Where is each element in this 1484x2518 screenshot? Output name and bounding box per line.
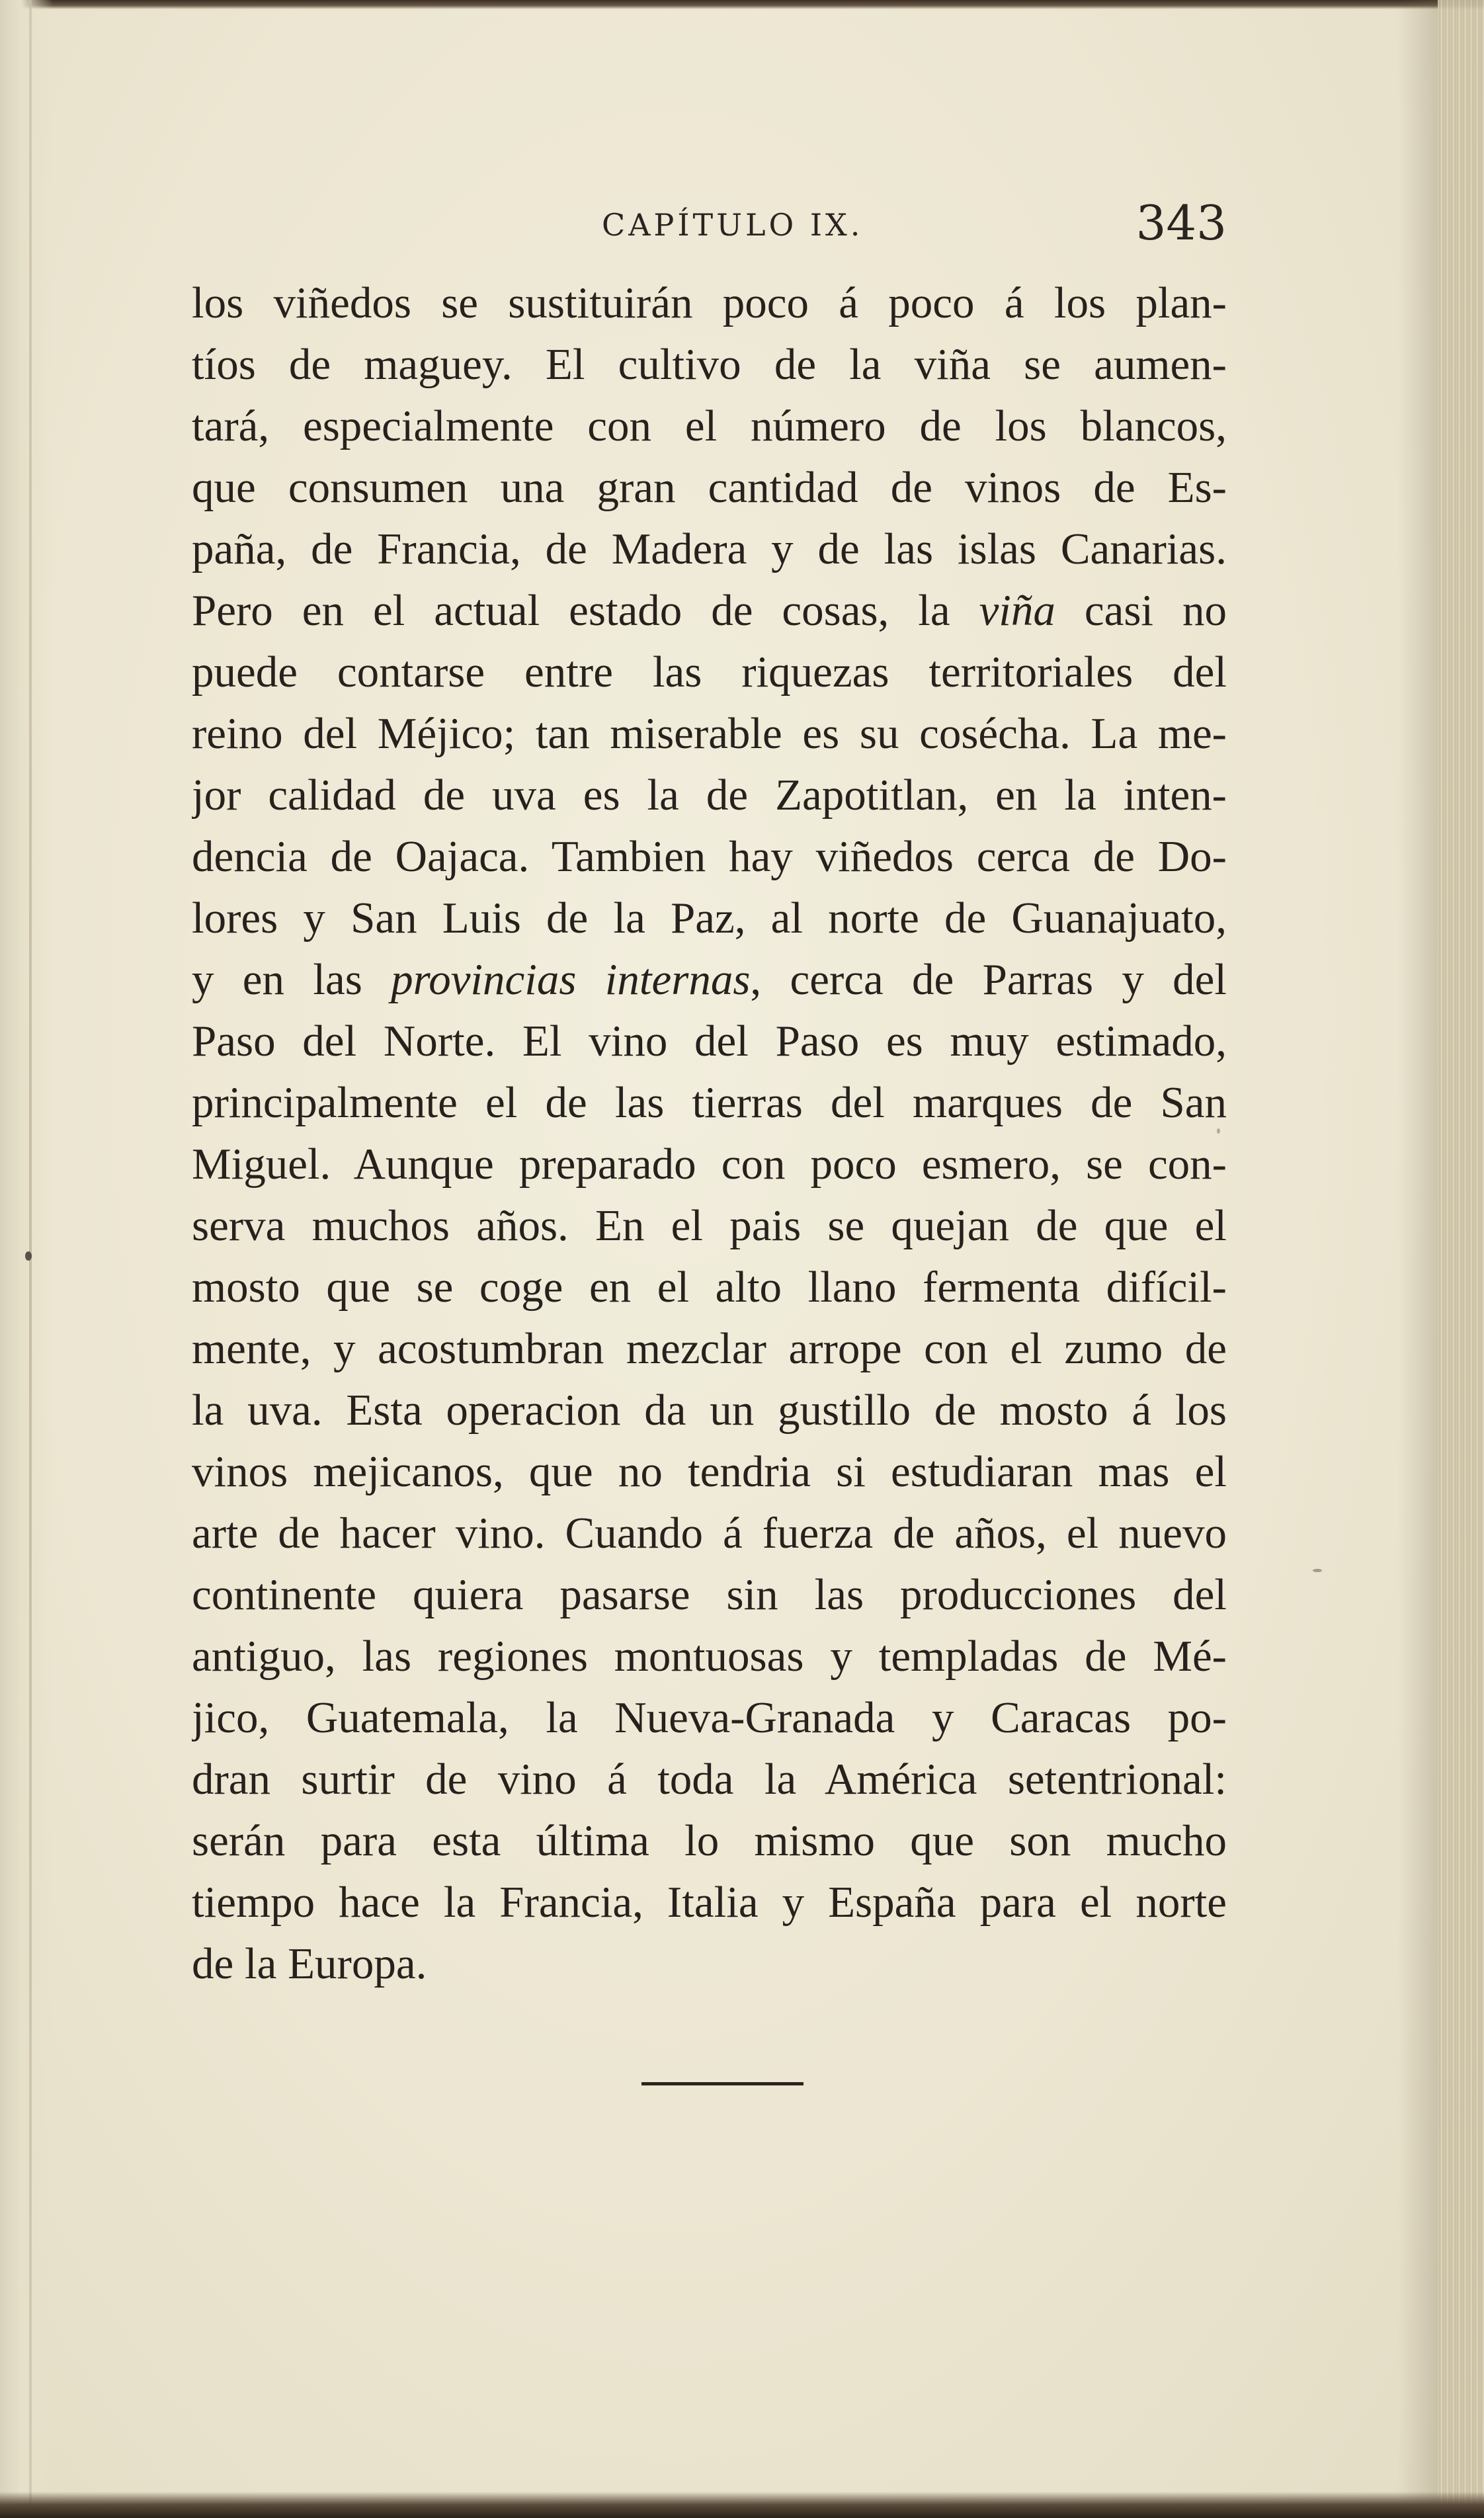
text-segment: casi no [1055,586,1227,635]
text-line: lores y San Luis de la Paz, al norte de Guanajuato, [192,894,1227,943]
page-header [192,195,1227,255]
text-line: jor calidad de uva es la de Zapotitlan, en la inten- [192,771,1227,819]
text-line: continente quiera pasarse sin las producciones del [192,1570,1227,1619]
text-line: antiguo, las regiones montuosas y templadas de Mé- [192,1632,1227,1681]
end-rule [641,2082,804,2085]
italic-term-vina: viña [979,586,1055,635]
text-line: mente, y acostumbran mezclar arrope con el zumo de [192,1324,1227,1373]
page-top-edge [0,0,1484,9]
text-line: dran surtir de vino á toda la América setentrional: [192,1755,1227,1804]
text-line: puede contarse entre las riquezas territoriales del [192,648,1227,696]
paper-speck [25,1251,32,1261]
text-line [192,580,1227,642]
text-line: principalmente el de las tierras del marques de San [192,1078,1227,1127]
fore-edge-pages [1438,0,1484,2518]
italic-term-provincias-internas: provincias internas [391,955,751,1004]
text-line: dencia de Oajaca. Tambien hay viñedos cerca de Do- [192,832,1227,881]
page-number: 343 [1135,195,1227,251]
text-line: vinos mejicanos, que no tendria si estudiaran mas el [192,1447,1227,1496]
text-line: serva muchos años. En el pais se quejan de que el [192,1201,1227,1250]
text-line: jico, Guatemala, la Nueva-Granada y Caracas po- [192,1693,1227,1742]
body-text [192,273,1227,1995]
text-line: serán para esta última lo mismo que son mucho [192,1816,1227,1865]
text-line: arte de hacer vino. Cuando á fuerza de años, el nuevo [192,1509,1227,1558]
paper-speck [1313,1569,1322,1572]
text-segment: , cerca de Parras y del [750,955,1227,1004]
text-line: reino del Méjico; tan miserable es su cosécha. La me- [192,709,1227,758]
text-line: la uva. Esta operacion da un gustillo de mosto á los [192,1386,1227,1435]
page-curl-shadow [1398,0,1438,2518]
running-head: CAPÍTULO IX. [602,207,864,243]
text-segment: Pero en el actual estado de cosas, la [192,586,979,635]
text-line: mosto que se coge en el alto llano fermenta difícil- [192,1263,1227,1312]
text-line: Miguel. Aunque preparado con poco esmero, se con- [192,1140,1227,1189]
text-segment: y en las [192,955,392,1004]
text-line: tará, especialmente con el número de los blancos, [192,401,1227,450]
text-line: Paso del Norte. El vino del Paso es muy estimado, [192,1017,1227,1066]
text-line: los viñedos se sustituirán poco á poco á los plan- [192,278,1227,327]
text-line: de la Europa. [192,1939,427,1988]
text-line: paña, de Francia, de Madera y de las islas Canarias. [192,525,1227,573]
page-bottom-edge [0,2492,1484,2518]
paper-speck [1217,1128,1220,1134]
text-line: tíos de maguey. El cultivo de la viña se aumen- [192,340,1227,389]
text-line: tiempo hace la Francia, Italia y España para el norte [192,1878,1227,1927]
text-line: que consumen una gran cantidad de vinos de Es- [192,463,1227,512]
text-line [192,949,1227,1011]
